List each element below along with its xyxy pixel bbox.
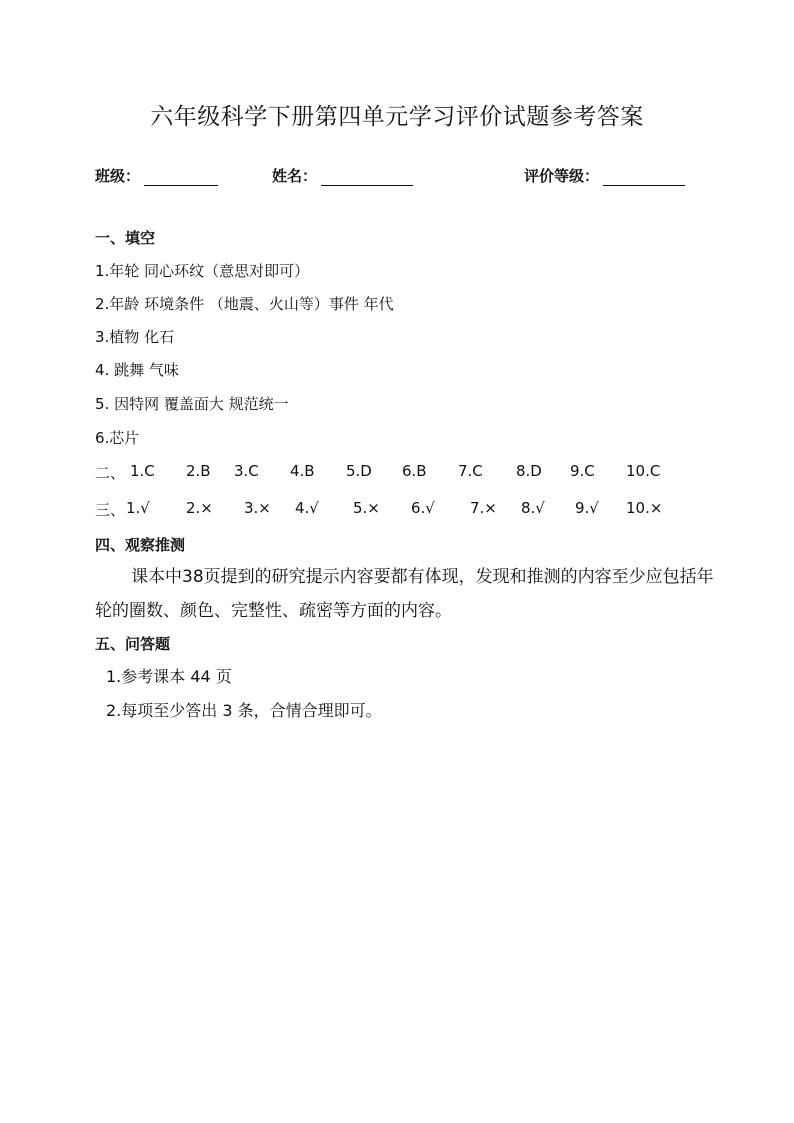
section2-answer: 10.C: [626, 462, 661, 480]
section3-answer: 3.×: [244, 499, 271, 517]
section1-item-4: 4. 跳舞 气味: [95, 361, 179, 379]
section3-answer: 6.√: [411, 499, 435, 517]
section2-answer: 9.C: [570, 462, 595, 480]
section2-answer: 3.C: [234, 462, 259, 480]
section3-answer: 8.√: [521, 499, 545, 517]
section3-answer: 7.×: [470, 499, 497, 517]
section2-answer: 1.C: [130, 462, 155, 480]
section2-answer: 6.B: [402, 462, 427, 480]
class-label: 班级：: [95, 167, 141, 185]
grade-field: [524, 165, 685, 186]
grade-label: 评价等级：: [524, 167, 600, 185]
section1-item-3: 3.植物 化石: [95, 328, 175, 346]
section3-answer: 4.√: [295, 499, 319, 517]
section3-answer: 2.×: [186, 499, 213, 517]
section2-answer: 4.B: [290, 462, 315, 480]
section3-prefix: 三、: [95, 501, 126, 519]
section5-item-2: 2.每项至少答出 3 条，合情合理即可。: [106, 701, 382, 720]
section5-item-1: 1.参考课本 44 页: [106, 667, 232, 686]
name-label: 姓名：: [272, 167, 318, 185]
section2-answer: 5.D: [346, 462, 372, 480]
section2-prefix: 二、: [95, 464, 126, 482]
section3-answer: 9.√: [575, 499, 599, 517]
section4-text: 课本中38页提到的研究提示内容要都有体现，发现和推测的内容至少应包括年轮的圈数、颜色、完整性、疏密等方面的内容。: [95, 567, 714, 621]
class-blank: [144, 169, 218, 186]
section4-paragraph: [95, 560, 715, 628]
section1-heading: 一、填空: [95, 229, 156, 247]
section4-heading: 四、观察推测: [95, 536, 186, 554]
section2-answer: 2.B: [186, 462, 211, 480]
grade-blank: [603, 169, 685, 186]
section1-item-6: 6.芯片: [95, 429, 140, 447]
name-blank: [321, 169, 413, 186]
section1-item-2: 2.年龄 环境条件 （地震、火山等）事件 年代: [95, 295, 394, 313]
section5-heading: 五、问答题: [95, 635, 171, 653]
name-field: [272, 165, 413, 186]
section1-item-1: 1.年轮 同心环纹（意思对即可）: [95, 262, 310, 280]
section2-answer: 7.C: [458, 462, 483, 480]
section3-answer: 10.×: [626, 499, 663, 517]
section3-answer: 1.√: [126, 499, 150, 517]
section2-answer: 8.D: [516, 462, 542, 480]
page-title: 六年级科学下册第四单元学习评价试题参考答案: [150, 104, 644, 130]
class-field: [95, 165, 218, 186]
section1-item-5: 5. 因特网 覆盖面大 规范统一: [95, 395, 289, 413]
section3-answer: 5.×: [353, 499, 380, 517]
